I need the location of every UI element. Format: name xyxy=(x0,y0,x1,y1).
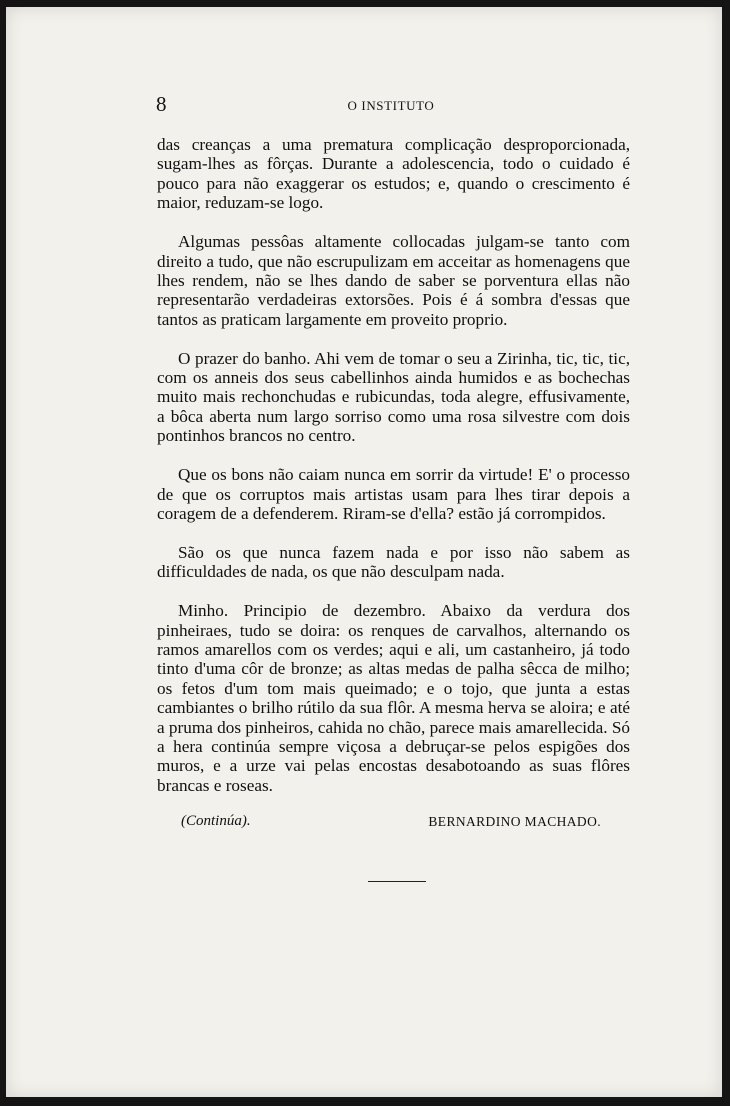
paragraph-pessoas: Algumas pessôas altamente collocadas julgam-se tanto com direito a tudo, que não escrupulizam em acceitar as homenagens que lhes rendem, não se lhes dando de saber se porventura ellas não representarão verdadeiras extorsões. Pois é á sombra d'essas que tantos as praticam largamente em proveito proprio. xyxy=(157,232,630,329)
page-number: 8 xyxy=(156,92,167,116)
continua-note: (Continúa). xyxy=(181,813,251,829)
closing-rule xyxy=(368,881,426,882)
paragraph-virtude: Que os bons não caiam nunca em sorrir da virtude! E' o processo de que os corruptos mais artistas usam para lhes tirar depois a coragem de a defenderem. Riram-se d'ella? estão já corrompidos. xyxy=(157,465,630,523)
book-page xyxy=(6,7,722,1097)
paragraph-banho: O prazer do banho. Ahi vem de tomar o seu a Zirinha, tic, tic, tic, com os anneis dos seus cabellinhos ainda humidos e as bochechas muito mais rechonchudas e rubicundas, toda alegre, effusivamente, a bôca aberta num largo sorriso como uma rosa silvestre com dois pontinhos brancos no centro. xyxy=(157,348,630,446)
running-title: O INSTITUTO xyxy=(347,98,435,113)
running-head xyxy=(156,92,626,118)
signature-line xyxy=(181,813,601,835)
body-text xyxy=(157,135,630,815)
paragraph-creancas: das creanças a uma prematura complicação desproporcionada, sugam-lhes as fôrças. Durante a adolescencia, todo o cuidado é pouco para não exaggerar os estudos; e, quando o crescimento é maior, reduzam-se logo. xyxy=(157,135,630,213)
paragraph-nada: São os que nunca fazem nada e por isso não sabem as difficuldades de nada, os que não desculpam nada. xyxy=(157,542,630,582)
author-signature: BERNARDINO MACHADO. xyxy=(428,814,601,829)
paragraph-minho: Minho. Principio de dezembro. Abaixo da verdura dos pinheiraes, tudo se doira: os renques de carvalhos, alternando os ramos amarellos com os verdes; aqui e ali, um castanheiro, já todo tinto d'uma côr de bronze; as altas medas de palha sêcca de milho; os fetos d'um tom mais queimado; e o tojo, que junta a estas cambiantes o brilho rútilo da sua flôr. A mesma herva se aloira; e até a pruma dos pinheiros, cahida no chão, parece mais amarellecida. Só a hera continúa sempre viçosa a debruçar-se pelos espigões dos muros, e a urze vai pelas encostas desabotoando as suas flôres brancas e roseas. xyxy=(157,601,630,795)
